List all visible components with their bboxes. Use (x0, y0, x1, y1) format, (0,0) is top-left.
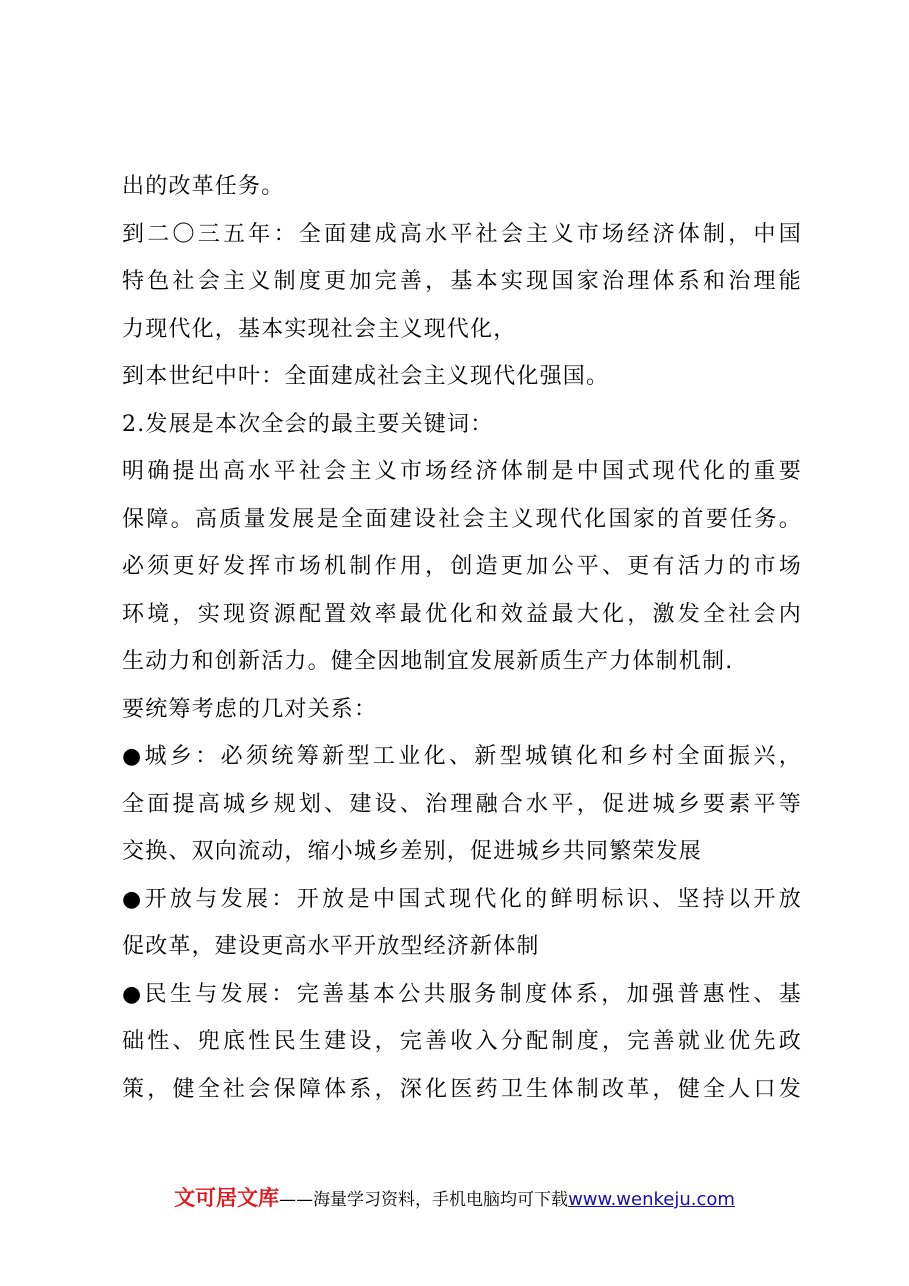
paragraph-line: 策，健全社会保障体系，深化医药卫生体制改革，健全人口发 (122, 1076, 802, 1102)
document-body (122, 163, 802, 1113)
footer-tagline: ——海量学习资料，手机电脑均可下载 (279, 1190, 569, 1210)
bullet-line: ●城乡：必须统筹新型工业化、新型城镇化和乡村全面振兴， (122, 744, 802, 769)
paragraph-line: 交换、双向流动，缩小城乡差别，促进城乡共同繁荣发展 (122, 839, 703, 864)
paragraph-line: 促改革，建设更高水平开放型经济新体制 (122, 934, 540, 959)
paragraph-line: 生动力和创新活力。健全因地制宜发展新质生产力体制机制. (122, 649, 734, 674)
paragraph-line: 力现代化，基本实现社会主义现代化， (122, 316, 517, 342)
paragraph-line: 础性、兜底性民生建设，完善收入分配制度，完善就业优先政 (122, 1029, 802, 1054)
paragraph-line: 到二〇三五年：全面建成高水平社会主义市场经济体制，中国 (122, 221, 802, 247)
footer-brand: 文可居文库 (174, 1186, 280, 1210)
paragraph-line: 要统筹考虑的几对关系： (122, 696, 378, 722)
paragraph-line: 特色社会主义制度更加完善，基本实现国家治理体系和治理能 (122, 269, 802, 294)
section-heading: 2.发展是本次全会的最主要关键词： (122, 411, 494, 437)
footer-url-link[interactable]: www.wenkeju.com (568, 1189, 735, 1210)
paragraph-line: 保障。高质量发展是全面建设社会主义现代化国家的首要任务。 (122, 506, 802, 532)
paragraph-line: 必须更好发挥市场机制作用，创造更加公平、更有活力的市场 (122, 554, 802, 579)
paragraph-line: 到本世纪中叶：全面建成社会主义现代化强国。 (122, 364, 610, 389)
bullet-line: ●开放与发展：开放是中国式现代化的鲜明标识、坚持以开放 (122, 886, 802, 912)
footer-banner (0, 1182, 909, 1212)
paragraph-line: 出的改革任务。 (122, 174, 285, 199)
bullet-line: ●民生与发展：完善基本公共服务制度体系，加强普惠性、基 (122, 981, 802, 1007)
paragraph-line: 环境，实现资源配置效率最优化和效益最大化，激发全社会内 (122, 601, 802, 627)
paragraph-line: 明确提出高水平社会主义市场经济体制是中国式现代化的重要 (122, 459, 802, 484)
paragraph-line: 全面提高城乡规划、建设、治理融合水平，促进城乡要素平等 (122, 791, 802, 817)
